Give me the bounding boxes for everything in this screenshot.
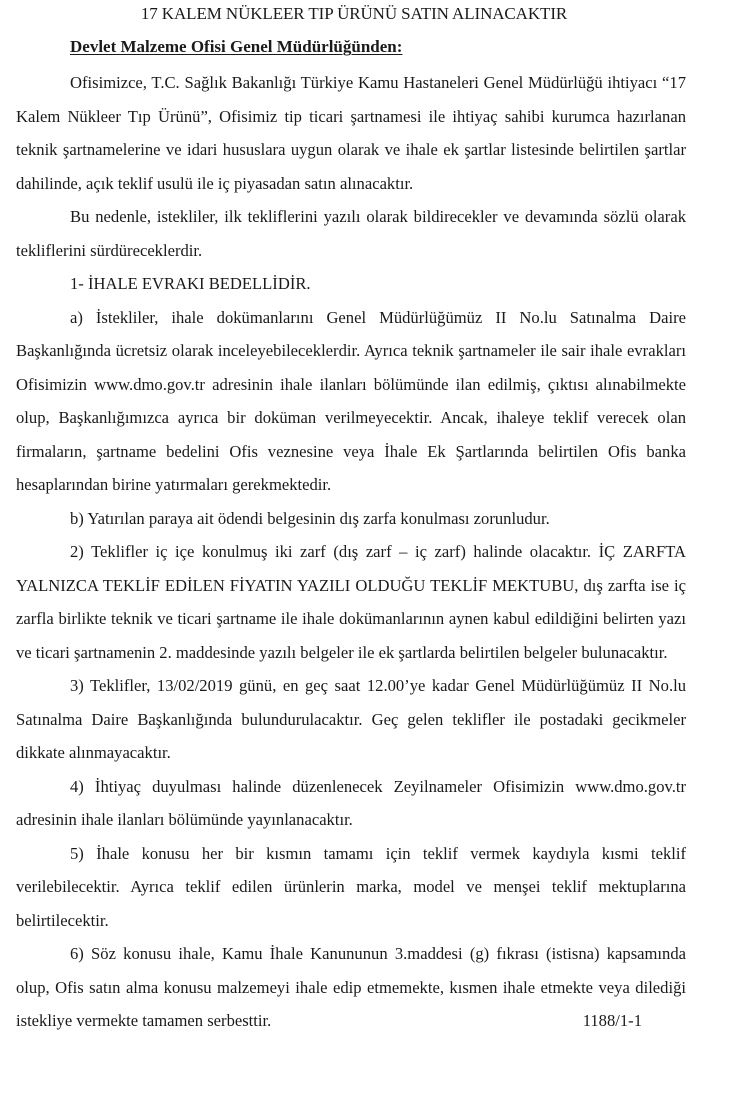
section-heading-fee: 1- İHALE EVRAKI BEDELLİDİR. <box>70 274 311 293</box>
paragraph-item-4: 4) İhtiyaç duyulması halinde düzenlenecek Zeyilnameler Ofisimizin www.dmo.gov.tr adresinin ihale ilanları bölümünde yayınlanacaktır. <box>16 776 686 829</box>
paragraph-item-6 <box>16 937 686 1038</box>
notice-body <box>16 66 686 1038</box>
paragraph-item-2: 2) Teklifler iç içe konulmuş iki zarf (dış zarf – iç zarf) halinde olacaktır. İÇ ZARFTA YALNIZCA TEKLİF EDİLEN FİYATIN YAZILI OLDUĞU TEKLİF MEKTUBU, dış zarfta ise iç zarfla birlikte teknik ve ticari şartname ile ihale dokümanlarının aynen kabul edildiğini belirten yazı ve ticari şartnamenin 2. maddesinde yazılı belgeler ile ek şartlarda belirtilen belgeler bulunacaktır. <box>16 542 686 662</box>
paragraph-bidding-method: Bu nedenle, istekliler, ilk tekliflerini yazılı olarak bildirecekler ve devamında sözlü olarak tekliflerini sürdüreceklerdir. <box>16 207 686 260</box>
paragraph-item-b: b) Yatırılan paraya ait ödendi belgesinin dış zarfa konulması zorunludur. <box>70 508 550 528</box>
paragraph-item-a: a) İstekliler, ihale dokümanlarını Genel Müdürlüğümüz II No.lu Satınalma Daire Başkanlığında ücretsiz olarak inceleyebileceklerdir. Ayrıca teknik şartnameler ile sair ihale evrakları Ofisimizin www.dmo.gov.tr adresinin ihale ilanları bölümünde ilan edilmiş, çıktısı alınabilmekte olup, Başkanlığımızca ayrıca bir doküman verilmeyecektir. Ancak, ihaleye teklif verecek olan firmaların, şartname bedelini Ofis veznesine veya İhale Ek Şartlarında belirtilen Ofis banka hesaplarından birine yatırmaları gerekmektedir. <box>16 307 686 494</box>
reference-number: 1188/1-1 <box>582 1011 642 1030</box>
issuing-authority: Devlet Malzeme Ofisi Genel Müdürlüğünden: <box>70 37 403 56</box>
paragraph-item-6-text: 6) Söz konusu ihale, Kamu İhale Kanununun 3.maddesi (g) fıkrası (istisna) kapsamında olup, Ofis satın alma konusu malzemeyi ihale edip etmemekte, kısmen ihale etmekte veya dilediği istekliye vermekte tamamen serbesttir. <box>16 944 686 1030</box>
paragraph-intro: Ofisimizce, T.C. Sağlık Bakanlığı Türkiye Kamu Hastaneleri Genel Müdürlüğü ihtiyacı “17 Kalem Nükleer Tıp Ürünü”, Ofisimiz tip ticari şartnamesi ile ihtiyaç sahibi kurumca hazırlanan teknik şartnamelerine ve idari hususlara uygun olarak ve ihale ek şartlar listesinde belirtilen şartlar dahilinde, açık teklif usulü ile iç piyasadan satın alınacaktır. <box>16 73 686 193</box>
notice-title: 17 KALEM NÜKLEER TIP ÜRÜNÜ SATIN ALINACAKTIR <box>140 4 568 23</box>
paragraph-item-3: 3) Teklifler, 13/02/2019 günü, en geç saat 12.00’ye kadar Genel Müdürlüğümüz II No.lu Satınalma Daire Başkanlığında bulundurulacaktır. Geç gelen teklifler ile postadaki gecikmeler dikkate alınmayacaktır. <box>16 676 686 762</box>
paragraph-item-5: 5) İhale konusu her bir kısmın tamamı için teklif vermek kaydıyla kısmi teklif verilebilecektir. Ayrıca teklif edilen ürünlerin marka, model ve menşei teklif mektuplarına belirtilecektir. <box>16 843 686 930</box>
